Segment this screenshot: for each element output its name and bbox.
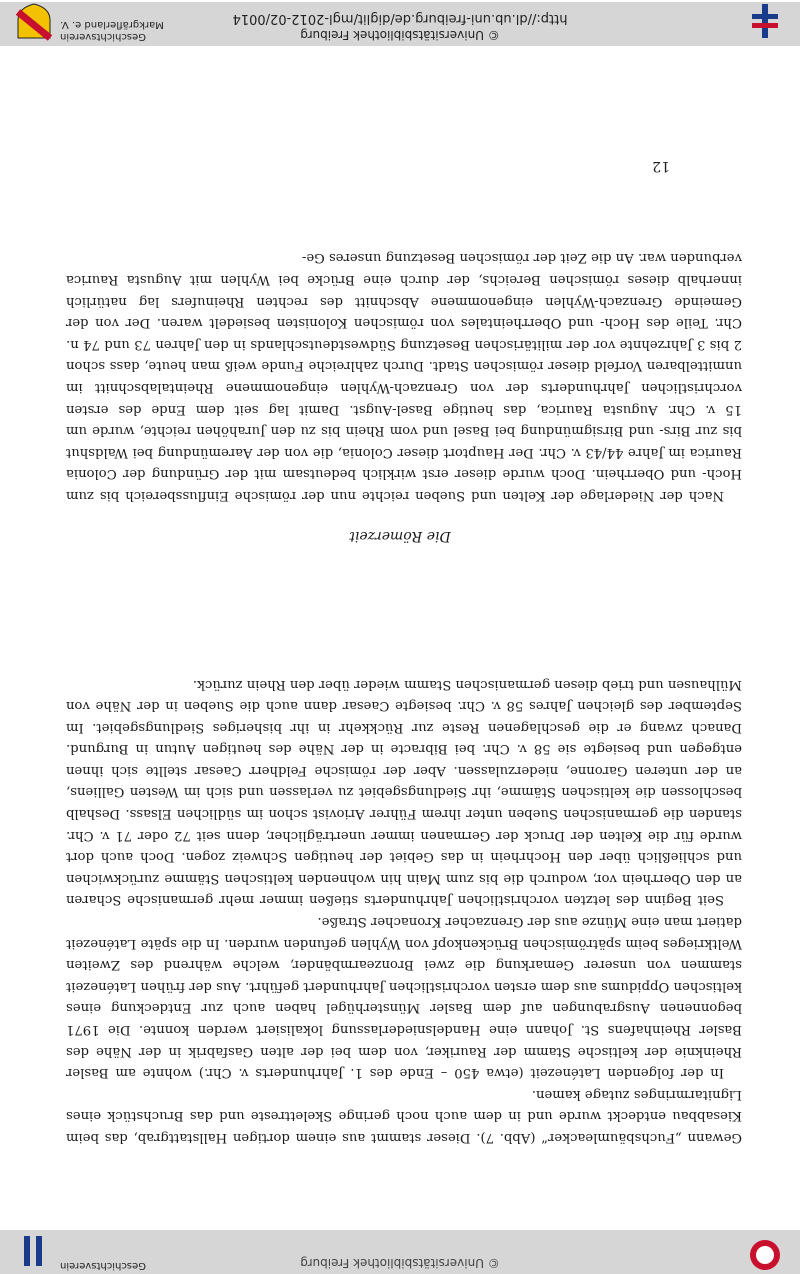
ub-freiburg-logo-icon	[748, 4, 782, 38]
society-name: Geschichtsverein Markgräflerland e. V.	[60, 19, 164, 42]
paragraph: Nach der Niederlage der Kelten und Sueben reichte nun der römische Einflussbereich bis zum Hoch- und Oberrhein. Doch wurde dieser erst wirklich bedeutsam mit der Gründung der Colonia Raurica im Jahre 44/43 v. Chr. Der Hauptort dieser Colonia, die von der Aaremündung bei Waldshut bis zur Birs- und Birsigmündung bei Basel und vom Rhein bis zu den Jurahöhen reichte, wurde um 15 v. Chr. Augusta Raurica, das heutige Basel-Augst. Damit lag seit dem Ende des ersten vorchristlichen Jahrhunderts der von Grenzach-Wyhlen eingenommene Rheintalabschnitt im unmittelbaren Vorfeld dieser römischen Stadt. Durch zahlreiche Funde weiß man heute, dass schon 2 bis 3 Jahrzehnte vor der militärischen Besetzung Südwestdeutschlands in den Jahren 73 und 74 n. Chr. Teile des Hoch- und Oberrheintales von römischen Kolonisten besiedelt waren. Der von der Gemeinde Grenzach-Wyhlen eingenommene Abschnitt des rechten Rheinufers lag natürlich innerhalb dieses römischen Bereichs, der durch eine Brücke bei Wyhlen mit Augusta Raurica verbunden war. An die Zeit der römischen Besetzung unseres Ge-	[66, 250, 742, 503]
body-text-part2	[66, 247, 742, 506]
top-society-name: Geschichtsverein	[60, 1260, 146, 1271]
paragraph: In der folgenden Laténezeit (etwa 450 – Ende des 1. Jahrhunderts v. Chr.) wohnte am Basler Rheinknie der keltische Stamm der Rauriker, von dem bei der alten Gasfabrik in der Nähe des Basler Rheinhafens St. Johann eine Handelsniederlassung lokalisiert werden konnte. Die 1971 begonnenen Ausgrabungen auf dem Basler Münsterhügel haben auch zur Entdeckung eines keltischen Oppidums aus dem ersten vorchristlichen Jahrhundert geführt. Aus der frühen Laténezeit stammen von unserer Gemarkung die zwei Bronzearmbänder, welche während des Zweiten Weltkrieges beim spätrömischen Brückenkopf von Wyhlen gefunden wurden. In die späte Laténezeit datiert man eine Münze aus der Grenzacher Kronacher Straße.	[66, 914, 742, 1081]
body-text-part1	[66, 673, 742, 1148]
footer-copyright: © Universitätsbibliothek Freiburg	[300, 28, 500, 42]
paragraph: Seit Beginn des letzten vorchristlichen Jahrhunderts stießen immer mehr germanische Scharen an den Oberrhein vor, wodurch die bis zum Main hin wohnenden keltischen Stämme zurückwichen und schließlich über den Hochrhein in das Gebiet der heutigen Schweiz zogen. Doch auch dort wurde für die Kelten der Druck der Germanen immer unerträglicher, denn seit 72 oder 71 v. Chr. standen die germanischen Sueben unter ihrem Führer Ariovist schon im südlichen Elsass. Deshalb beschlossen die keltischen Stämme, ihr Siedlungsgebiet zu verlassen und sich im Westen Galliens, an der unteren Garonne, niederzulassen. Aber der römische Feldherr Caesar stellte sich ihnen entgegen und besiegte sie 58 v. Chr. bei Bibracte in der Nähe des heutigen Autun in Burgund. Danach zwang er die geschlagenen Reste zur Rückkehr in ihr bisheriges Siedlungsgebiet. Im September des gleichen Jahres 58 v. Chr. besiegte Caesar dann auch die Sueben in der Nähe von Mülhausen und trieb diesen germanischen Stamm wieder über den Rhein zurück.	[66, 676, 742, 908]
society-crest-icon	[14, 1232, 54, 1272]
society-crest-icon	[14, 2, 54, 42]
paragraph: Gewann „Fuchsbäumleacker“ (Abb. 7). Dieser stammt aus einem dortigen Hallstattgrab, das beim Kiesabbau entdeckt wurde und in dem auch noch geringe Skelettreste und das Bruchstück eines Lignitarmringes zutage kamen.	[66, 1086, 742, 1145]
page-number: 12	[652, 158, 670, 174]
footer-url[interactable]: http://dl.ub.uni-freiburg.de/diglit/mgl-2012-02/0014	[232, 11, 568, 26]
ub-freiburg-logo-icon	[748, 1238, 782, 1272]
top-strip-copyright: © Universitätsbibliothek Freiburg	[300, 1256, 500, 1270]
section-heading: Die Römerzeit	[349, 528, 451, 544]
